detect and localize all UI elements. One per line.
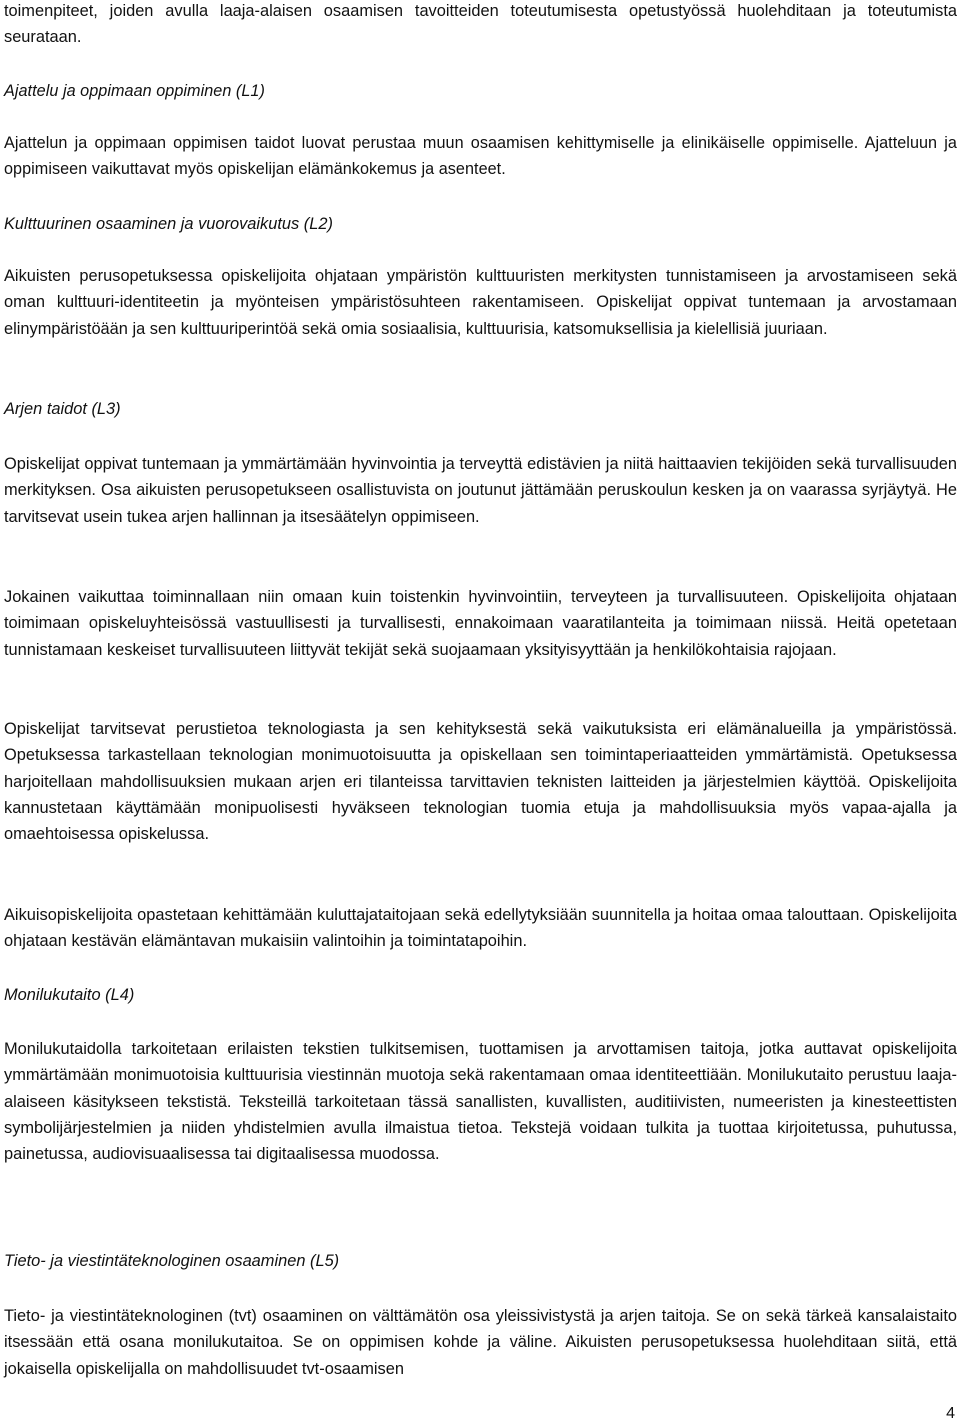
paragraph-l4: Monilukutaidolla tarkoitetaan erilaisten tekstien tulkitsemisen, tuottamisen ja arvottamisen taitoja, jotka auttavat opiskelijoita ymmärtämään monimuotoisia kulttuurisia viestinnän muotoja sekä rakentamaan omaa identiteettiään. Monilukutaito perustuu laaja-alaiseen käsitykseen tekstistä. Teksteillä tarkoitetaan tässä sanallisten, kuvallisten, auditiivisten, numeeristen ja kinesteettisten symbolijärjestelmien ja niiden yhdistelmien avulla ilmaistua tietoa. Tekstejä voidaan tulkita ja tuottaa kirjoitetussa, puhutussa, painetussa, audiovisuaalisessa tai digitaalisessa muodossa. bbox=[4, 1040, 957, 1164]
heading-l2: Kulttuurinen osaaminen ja vuorovaikutus (L2) bbox=[4, 215, 333, 233]
heading-l3: Arjen taidot (L3) bbox=[4, 400, 121, 418]
paragraph-l2: Aikuisten perusopetuksessa opiskelijoita ohjataan ympäristön kulttuuristen merkitysten tunnistamiseen ja arvostamiseen sekä oman kulttuuri-identiteetin ja myönteisen ympäristösuhteen rakentamiseen. Opiskelijat oppivat tuntemaan ja arvostamaan elinympäristöään ja sen kulttuuriperintöä sekä omia sosiaalisia, kulttuurisia, katsomuksellisia ja kielellisiä juuriaan. bbox=[4, 267, 957, 338]
paragraph-l1: Ajattelun ja oppimaan oppimisen taidot luovat perustaa muun osaamisen kehittymiselle ja elinikäiselle oppimiselle. Ajatteluun ja oppimiseen vaikuttavat myös opiskelijan elämänkokemus ja asenteet. bbox=[4, 134, 957, 179]
paragraph-intro-continuation: toimenpiteet, joiden avulla laaja-alaisen osaamisen tavoitteiden toteutumisesta opetustyössä huolehditaan ja toteutumista seurataan. bbox=[4, 2, 957, 47]
paragraph-l3-a: Opiskelijat oppivat tuntemaan ja ymmärtämään hyvinvointia ja terveyttä edistävien ja niitä haittaavien tekijöiden sekä turvallisuuden merkityksen. Osa aikuisten perusopetukseen osallistuvista on joutunut jättämään peruskoulun kesken ja on vaarassa syrjäytyä. He tarvitsevat usein tukea arjen hallinnan ja itsesäätelyn oppimiseen. bbox=[4, 455, 957, 526]
paragraph-l5: Tieto- ja viestintäteknologinen (tvt) osaaminen on välttämätön osa yleissivistystä ja arjen taitoja. Se on sekä tärkeä kansalaistaito itsessään että osana monilukutaitoa. Se on oppimisen kohde ja väline. Aikuisten perusopetuksessa huolehditaan siitä, että jokaisella opiskelijalla on mahdollisuudet tvt-osaamisen bbox=[4, 1307, 957, 1378]
heading-l5: Tieto- ja viestintäteknologinen osaaminen (L5) bbox=[4, 1252, 340, 1270]
heading-l1: Ajattelu ja oppimaan oppiminen (L1) bbox=[4, 82, 265, 100]
paragraph-l3-c: Opiskelijat tarvitsevat perustietoa teknologiasta ja sen kehityksestä sekä vaikutuksista eri elämänalueilla ja ympäristössä. Opetuksessa tarkastellaan teknologian monimuotoisuutta ja opiskellaan sen toimintaperiaatteiden ymmärtämistä. Opetuksessa harjoitellaan mahdollisuuksien mukaan arjen eri tilanteissa tarvittavien teknisten laitteiden ja järjestelmien käyttöä. Opiskelijoita kannustetaan käyttämään monipuolisesti hyväkseen teknologian tuomia etuja ja mahdollisuuksia myös vapaa-ajalla ja omaehtoisessa opiskelussa. bbox=[4, 720, 957, 844]
paragraph-l3-b: Jokainen vaikuttaa toiminnallaan niin omaan kuin toistenkin hyvinvointiin, terveyteen ja turvallisuuteen. Opiskelijoita ohjataan toimimaan opiskeluyhteisössä vastuullisesti ja turvallisesti, ennakoimaan vaaratilanteita ja toimimaan niissä. Heitä opetetaan tunnistamaan keskeiset turvallisuuteen liittyvät tekijät sekä suojaamaan yksityisyyttään ja henkilökohtaisia rajojaan. bbox=[4, 588, 957, 659]
paragraph-l3-d: Aikuisopiskelijoita opastetaan kehittämään kuluttajataitojaan sekä edellytyksiään suunnitella ja hoitaa omaa talouttaan. Opiskelijoita ohjataan kestävän elämäntavan mukaisiin valintoihin ja toimintatapoihin. bbox=[4, 906, 957, 951]
heading-l4: Monilukutaito (L4) bbox=[4, 986, 135, 1004]
page-number: 4 bbox=[946, 1405, 955, 1422]
